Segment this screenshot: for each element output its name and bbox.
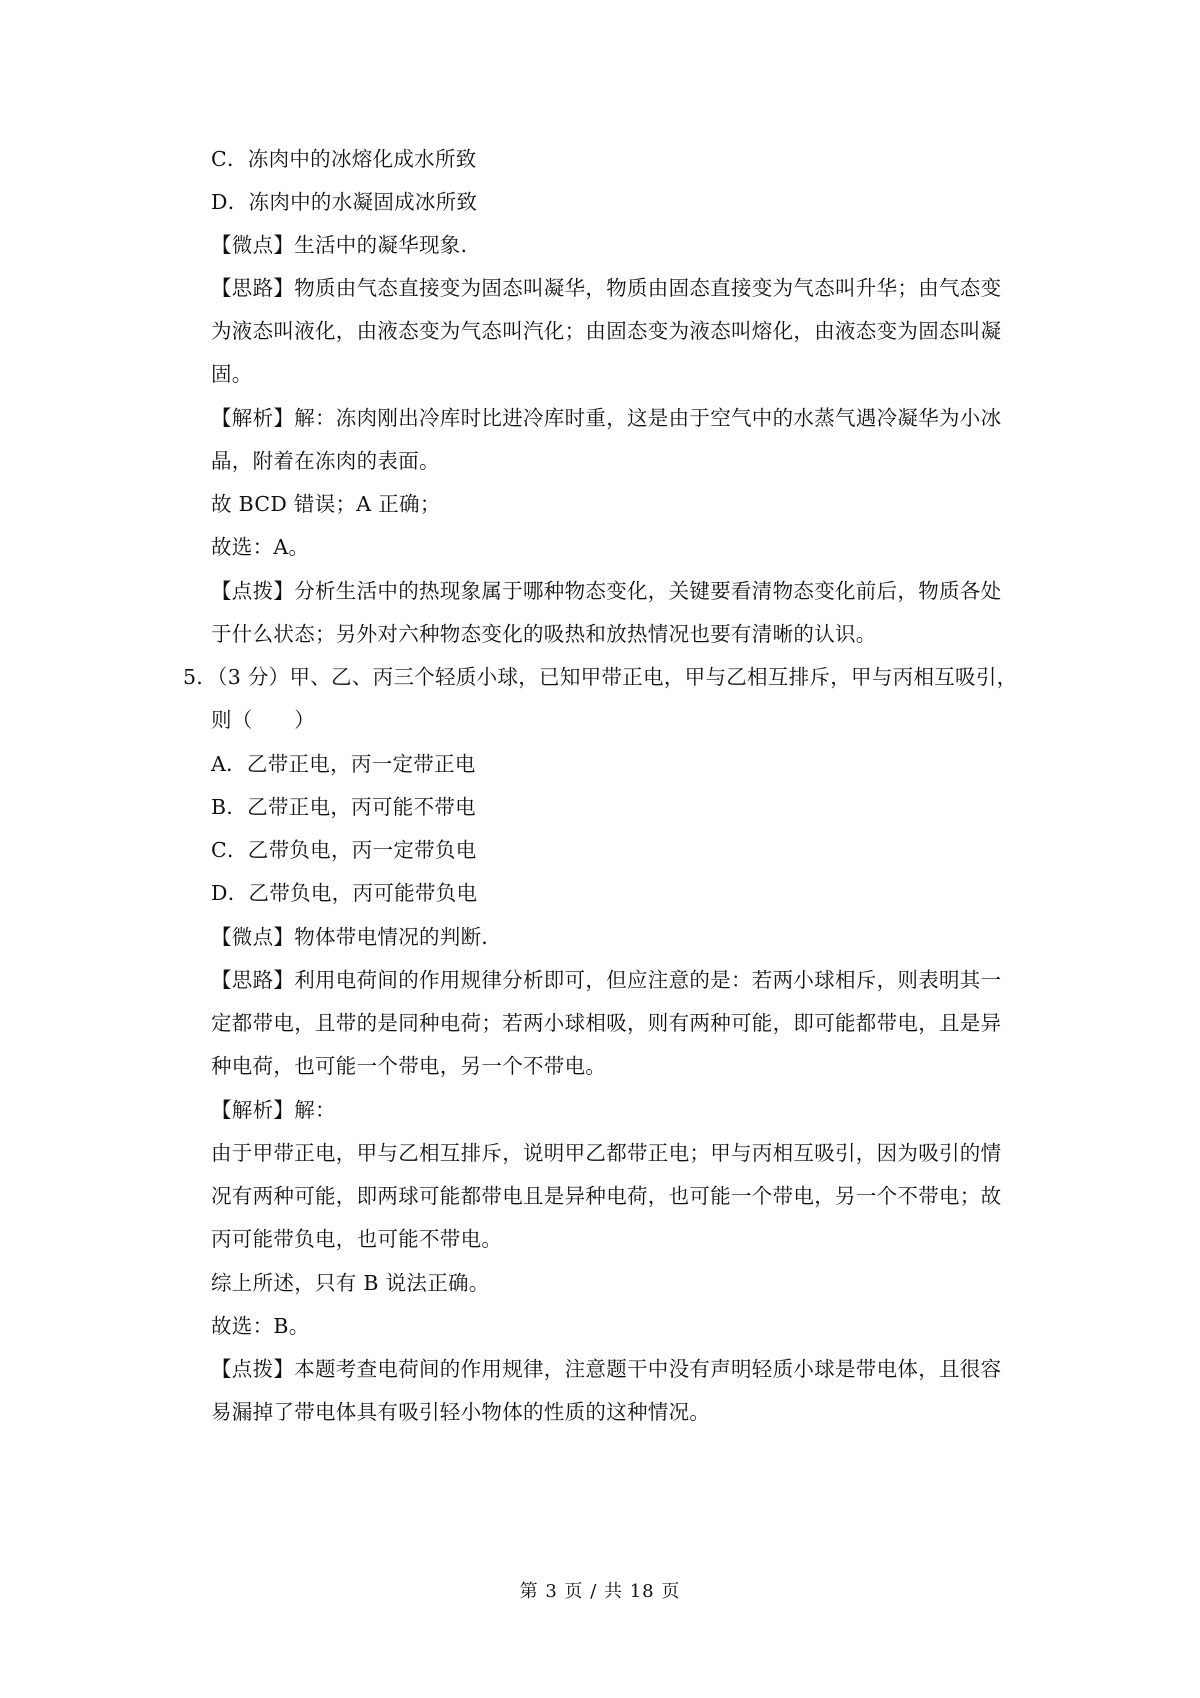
analysis-5-line-2: 况有两种可能，即两球可能都带电且是异种电荷，也可能一个带电，另一个不带电；故: [211, 1184, 1002, 1208]
answer-4: 故选：A。: [211, 535, 310, 559]
reasoning-5-line-3: 种电荷，也可能一个带电，另一个不带电。: [211, 1054, 607, 1078]
reasoning-4-line-3: 固。: [211, 362, 253, 386]
reasoning-4-line-2: 为液态叫液化，由液态变为气态叫汽化；由固态变为液态叫熔化，由液态变为固态叫凝: [211, 319, 1002, 343]
tip-5-line-1: 【点拨】本题考查电荷间的作用规律，注意题干中没有声明轻质小球是带电体，且很容: [211, 1357, 1002, 1381]
analysis-4-line-1: 【解析】解：冻肉刚出冷库时比进冷库时重，这是由于空气中的水蒸气遇冷凝华为小冰: [211, 406, 1002, 430]
analysis-5-line-1: 由于甲带正电，甲与乙相互排斥，说明甲乙都带正电；甲与丙相互吸引，因为吸引的情: [211, 1141, 1002, 1165]
question-5-option-c: C．乙带负电，丙一定带负电: [211, 838, 477, 862]
question-5-option-b: B．乙带正电，丙可能不带电: [211, 795, 476, 819]
reasoning-5-line-2: 定都带电，且带的是同种电荷；若两小球相吸，则有两种可能，即可能都带电，且是异: [211, 1011, 1002, 1035]
question-5-option-a: A．乙带正电，丙一定带正电: [211, 752, 476, 776]
tip-4-line-1: 【点拨】分析生活中的热现象属于哪种物态变化，关键要看清物态变化前后，物质各处: [211, 579, 1002, 603]
option-d-prev: D．冻肉中的水凝固成冰所致: [211, 190, 478, 214]
analysis-4-line-3: 故 BCD 错误；A 正确；: [211, 492, 441, 516]
analysis-5-heading: 【解析】解：: [211, 1098, 336, 1122]
tip-5-line-2: 易漏掉了带电体具有吸引轻小物体的性质的这种情况。: [211, 1400, 711, 1424]
question-5-stem-line-1: 5．（3 分）甲、乙、丙三个轻质小球，已知甲带正电，甲与乙相互排斥，甲与丙相互吸引，: [183, 665, 1018, 689]
tip-4-line-2: 于什么状态；另外对六种物态变化的吸热和放热情况也要有清晰的认识。: [211, 622, 877, 646]
reasoning-5-line-1: 【思路】利用电荷间的作用规律分析即可，但应注意的是：若两小球相斥，则表明其一: [211, 968, 1002, 992]
reasoning-4-line-1: 【思路】物质由气态直接变为固态叫凝华，物质由固态直接变为气态叫升华；由气态变: [211, 276, 1002, 300]
micro-point-5: 【微点】物体带电情况的判断．: [211, 925, 503, 949]
analysis-4-line-2: 晶，附着在冻肉的表面。: [211, 449, 440, 473]
analysis-5-line-3: 丙可能带负电，也可能不带电。: [211, 1227, 503, 1251]
question-5-option-d: D．乙带负电，丙可能带负电: [211, 881, 478, 905]
question-5-stem-line-2: 则（ ）: [211, 708, 315, 732]
analysis-5-summary: 综上所述，只有 B 说法正确。: [211, 1271, 490, 1295]
option-c-prev: C．冻肉中的冰熔化成水所致: [211, 147, 477, 171]
micro-point-4: 【微点】生活中的凝华现象．: [211, 233, 482, 257]
answer-5: 故选：B。: [211, 1314, 310, 1338]
page-footer: 第 3 页 / 共 18 页: [519, 1581, 681, 1602]
